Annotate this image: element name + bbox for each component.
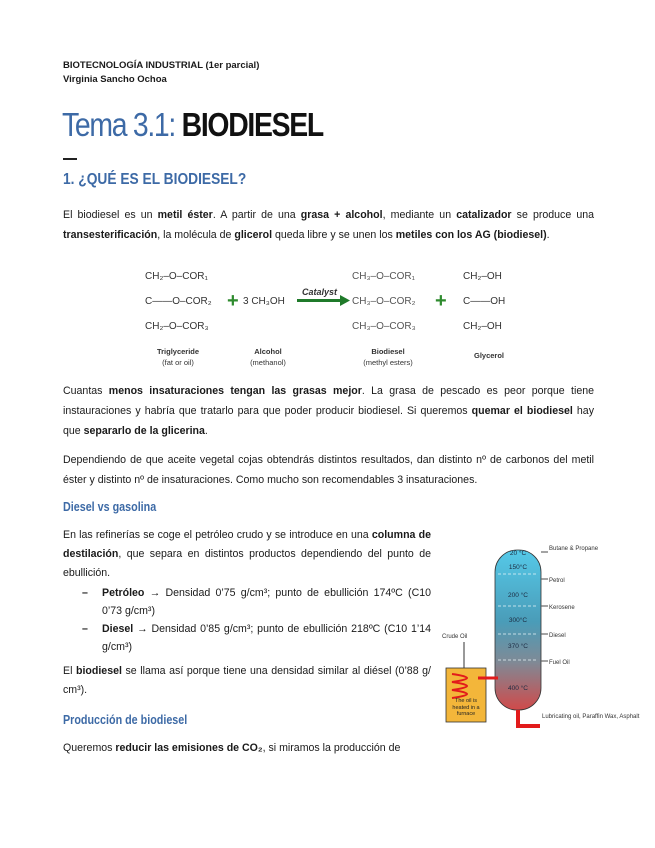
triglyceride-line-1: CH₂–O–COR₁ [145,271,208,282]
plus-icon-2: + [435,290,447,312]
furnace-label: The oil is heated in a furnace [452,698,480,717]
paragraph-production: Queremos reducir las emisiones de CO₂, si miramos la producción de [63,742,401,754]
transesterification-diagram [130,262,530,372]
sub-biodiesel: (methyl esters) [363,358,413,367]
product-butane: Butane & Propane [549,546,599,552]
subheading-diesel-vs-gasoline: Diesel vs gasolina [63,500,157,514]
sub-alcohol: (methanol) [250,358,286,367]
author-name: Virginia Sancho Ochoa [63,74,167,85]
triglyceride-line-3: CH₂–O–COR₃ [145,321,209,332]
product-lubricating: Lubricating oil, Paraffin Wax, Asphalt [542,714,640,720]
temp-200: 200 °C [508,592,528,599]
biodiesel-line-3: CH₃–O–COR₃ [352,321,416,332]
glycerol-line-3: CH₂–OH [463,321,502,332]
product-kerosene: Kerosene [549,605,575,611]
glycerol-line-2: C——OH [463,296,506,307]
course-header: BIOTECNOLOGÍA INDUSTRIAL (1er parcial) [63,60,260,71]
temp-150: 150°C [508,564,528,571]
section-heading: 1. ¿QUÉ ES EL BIODIESEL? [63,171,247,188]
title-number: Tema 3.1: [62,106,176,143]
product-petrol: Petrol [549,578,565,584]
label-biodiesel: Biodiesel [371,347,405,356]
paragraph-insaturations: Cuantas menos insaturaciones tengan las grasas mejor. La grasa de pescado es peor porque tiene instauraciones y habría que tratarlo para que poder producir biodiesel. Si queremos quemar el biodiesel hay que separarlo de la glicerina. [63,385,594,437]
paragraph-biodiesel-density: El biodiesel se llama así porque tiene una densidad similar al diésel (0’88 g/ cm³). [63,665,431,696]
crude-oil-label: Crude Oil [442,634,468,640]
glycerol-line-1: CH₂–OH [463,271,502,282]
triglyceride-line-2: C——O–COR₂ [145,296,212,307]
distillation-column-diagram [438,542,640,742]
sub-triglyceride: (fat or oil) [162,358,194,367]
alcohol-formula: 3 CH₃OH [243,296,285,307]
paragraph-refinery: En las refinerías se coge el petróleo crudo y se introduce en una columna de destilación, que separa en distintos productos dependiendo del punto de ebullición. [63,529,431,579]
plus-icon: + [227,290,239,312]
title-name: BIODIESEL [181,106,323,143]
page-title [62,106,323,144]
temp-20: 20 °C [509,550,527,557]
temp-300: 300°C [508,617,528,624]
product-fuel-oil: Fuel Oil [549,660,570,666]
label-triglyceride: Triglyceride [156,347,200,356]
temp-400: 400 °C [508,685,528,692]
paragraph-vegetable-oil: Dependiendo de que aceite vegetal cojas obtendrás distintos resultados, dan distinto nº de carbonos del metil éster y distinto nº de insaturaciones. Como mucho son recomendables 3 insaturaciones. [63,454,594,486]
catalyst-label: Catalyst [302,287,338,297]
label-glycerol: Glycerol [473,351,505,360]
biodiesel-line-1: CH₃–O–COR₁ [352,271,416,282]
biodiesel-line-2: CH₃–O–COR₂ [352,296,416,307]
title-divider [63,158,77,160]
label-alcohol: Alcohol [254,347,282,356]
product-diesel: Diesel [549,633,566,639]
temp-370: 370 °C [508,643,528,650]
subheading-production: Producción de biodiesel [63,713,188,727]
paragraph-definition: El biodiesel es un metil éster. A partir de una grasa + alcohol, mediante un catalizador se produce una transesterificación, la molécula de glicerol queda libre y se unen los metiles con los AG (biodiesel). [63,209,595,241]
